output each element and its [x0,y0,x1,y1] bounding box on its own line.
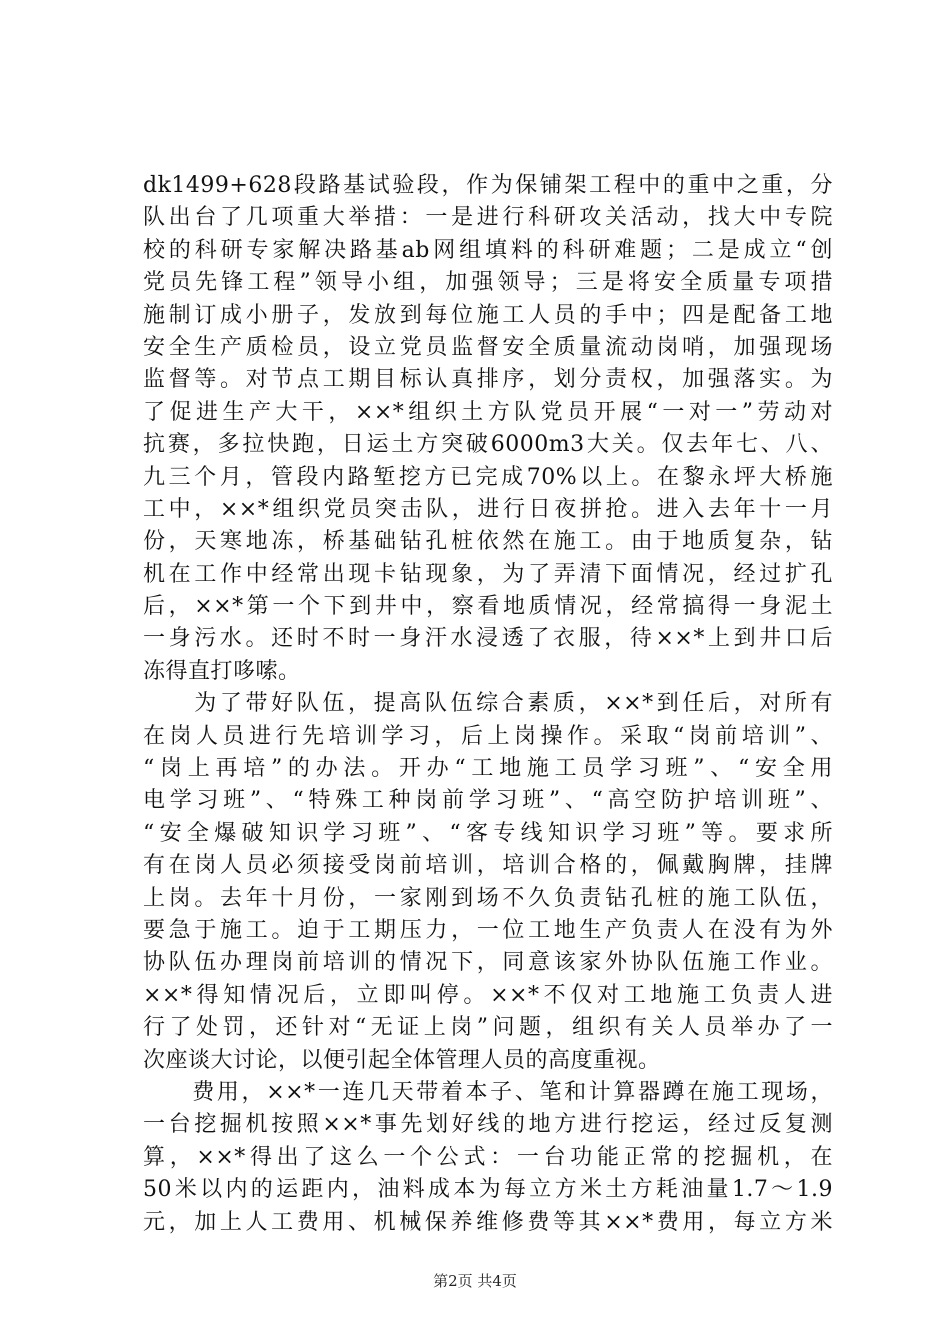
text-line: 抗赛，多拉快跑，日运土方突破6000m3大关。仅去年七、八、 [143,432,833,458]
text-line: 后，××*第一个下到井中，察看地质情况，经常搞得一身泥土 [143,594,833,620]
text-line: 要急于施工。迫于工期压力，一位工地生产负责人在没有为外 [143,917,833,943]
text-line: dk1499+628段路基试验段，作为保铺架工程中的重中之重，分 [143,173,833,198]
text-line: 党员先锋工程”领导小组，加强领导；三是将安全质量专项措 [143,270,833,296]
text-line: 了促进生产大干，××*组织土方队党员开展“一对一”劳动对 [143,399,833,425]
text-line: 队出台了几项重大举措：一是进行科研攻关活动，找大中专院 [143,205,833,231]
text-line: 监督等。对节点工期目标认真排序，划分责权，加强落实。为 [143,367,833,393]
text-line: 行了处罚，还针对“无证上岗”问题，组织有关人员举办了一 [143,1015,833,1041]
text-line: 施制订成小册子，发放到每位施工人员的手中；四是配备工地 [143,302,833,328]
text-line: 协队伍办理岗前培训的情况下，同意该家外协队伍施工作业。 [143,950,833,976]
text-line: 次座谈大讨论，以便引起全体管理人员的高度重视。 [143,1047,661,1073]
text-line: 50米以内的运距内，油料成本为每立方米土方耗油量1.7～1.9 [143,1177,833,1203]
text-line: 在岗人员进行先培训学习，后上岗操作。采取“岗前培训”、 [143,723,833,749]
text-line: 安全生产质检员，设立党员监督安全质量流动岗哨，加强现场 [143,334,833,360]
page-footer: 第2页 共4页 [433,1272,517,1290]
text-line: ××*得知情况后，立即叫停。××*不仅对工地施工负责人进 [143,982,833,1008]
text-line: “安全爆破知识学习班”、“客专线知识学习班”等。要求所 [143,820,833,846]
document-body [143,170,833,1239]
text-line: 费用，××*一连几天带着本子、笔和计算器蹲在施工现场， [143,1079,833,1105]
text-line: 元，加上人工费用、机械保养维修费等其××*费用，每立方米 [143,1209,833,1235]
text-line: 算，××*得出了这么一个公式：一台功能正常的挖掘机，在 [143,1144,833,1170]
text-line: 九三个月，管段内路堑挖方已完成70%以上。在黎永坪大桥施 [143,464,833,490]
text-line: “岗上再培”的办法。开办“工地施工员学习班”、“安全用 [143,756,833,782]
text-line: 机在工作中经常出现卡钻现象，为了弄清下面情况，经过扩孔 [143,561,833,587]
text-line: 上岗。去年十月份，一家刚到场不久负责钻孔桩的施工队伍， [143,885,833,911]
text-line: 校的科研专家解决路基ab网组填料的科研难题；二是成立“创 [143,237,833,263]
text-line: 一身污水。还时不时一身汗水浸透了衣服，待××*上到井口后 [143,626,833,652]
text-line: 工中，××*组织党员突击队，进行日夜拼抢。进入去年十一月 [143,496,833,522]
text-line: 有在岗人员必须接受岗前培训，培训合格的，佩戴胸牌，挂牌 [143,853,833,879]
text-line: 一台挖掘机按照××*事先划好线的地方进行挖运，经过反复测 [143,1112,833,1138]
text-line: 电学习班”、“特殊工种岗前学习班”、“高空防护培训班”、 [143,788,833,814]
text-line: 份，天寒地冻，桥基础钻孔桩依然在施工。由于地质复杂，钻 [143,529,833,555]
text-line: 冻得直打哆嗦。 [143,658,301,684]
text-line: 为了带好队伍，提高队伍综合素质，××*到任后，对所有 [143,691,833,717]
